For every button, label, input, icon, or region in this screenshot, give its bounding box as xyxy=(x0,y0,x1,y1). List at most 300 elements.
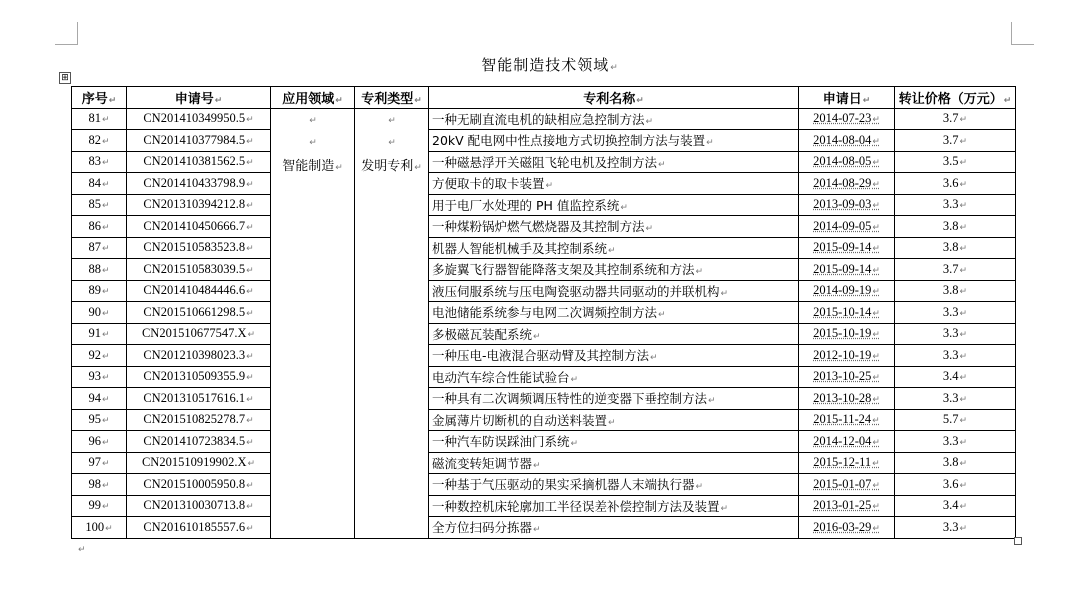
table-row xyxy=(72,302,1016,324)
cell-application-number xyxy=(127,366,271,388)
cell-patent-name-text: 一种压电-电液混合驱动臂及其控制方法 xyxy=(432,348,650,364)
cell-end-mark-icon: ↵ xyxy=(246,287,254,298)
header-filing-date xyxy=(799,87,895,109)
cell-end-mark-icon: ↵ xyxy=(959,287,968,298)
cell-end-mark-icon: ↵ xyxy=(959,480,968,491)
cell-filing-date-text: 2016-03-29 xyxy=(813,519,872,534)
cell-index-text: 98 xyxy=(88,476,101,491)
cell-index xyxy=(72,108,127,130)
cell-filing-date-text: 2014-08-04 xyxy=(813,132,872,147)
cell-patent-name xyxy=(429,517,799,539)
cell-application-number xyxy=(127,517,271,539)
cell-end-mark-icon: ↵ xyxy=(695,482,704,493)
cell-end-mark-icon: ↵ xyxy=(862,95,871,106)
header-label: 申请日 xyxy=(822,91,862,107)
paragraph-mark-icon: ↵ xyxy=(388,137,396,148)
cell-filing-date xyxy=(799,108,895,130)
cell-index xyxy=(72,431,127,453)
cell-application-number xyxy=(127,216,271,238)
table-row xyxy=(72,431,1016,453)
header-label: 专利名称 xyxy=(583,91,636,107)
cell-patent-name xyxy=(429,280,799,302)
cell-patent-name-text: 电池储能系统参与电网二次调频控制方法 xyxy=(432,305,658,321)
cell-end-mark-icon: ↵ xyxy=(959,201,968,212)
document-title xyxy=(0,54,1073,75)
cell-index-text: 100 xyxy=(85,519,105,534)
cell-price xyxy=(895,517,1016,539)
cell-application-number-text: CN201410349950.5 xyxy=(143,111,246,126)
cell-filing-date xyxy=(799,173,895,195)
cell-end-mark-icon: ↵ xyxy=(108,95,117,106)
header-label: 转让价格（万元） xyxy=(898,91,1003,107)
cell-price xyxy=(895,388,1016,410)
cell-filing-date xyxy=(799,151,895,173)
cell-index xyxy=(72,366,127,388)
table-row xyxy=(72,345,1016,367)
cell-patent-name-text: 一种基于气压驱动的果实采摘机器人末端执行器 xyxy=(432,477,695,493)
cell-price xyxy=(895,151,1016,173)
table-row xyxy=(72,280,1016,302)
cell-end-mark-icon: ↵ xyxy=(105,523,113,534)
cell-end-mark-icon: ↵ xyxy=(872,136,880,147)
cell-index-text: 90 xyxy=(88,304,101,319)
cell-end-mark-icon: ↵ xyxy=(872,222,880,233)
cell-price-text: 3.3 xyxy=(942,326,959,341)
cell-application-number-text: CN201310517616.1 xyxy=(143,390,246,405)
cell-index xyxy=(72,345,127,367)
cell-application-number xyxy=(127,108,271,130)
cell-filing-date xyxy=(799,216,895,238)
cell-patent-name xyxy=(429,366,799,388)
cell-end-mark-icon: ↵ xyxy=(246,351,254,362)
cell-end-mark-icon: ↵ xyxy=(570,439,579,450)
cell-price-text: 3.7 xyxy=(942,132,959,147)
cell-index xyxy=(72,237,127,259)
cell-filing-date-text: 2014-09-19 xyxy=(813,283,872,298)
table-row xyxy=(72,259,1016,281)
cell-end-mark-icon: ↵ xyxy=(872,330,880,341)
cell-end-mark-icon: ↵ xyxy=(246,179,254,190)
cell-end-mark-icon: ↵ xyxy=(335,95,343,106)
cell-index xyxy=(72,388,127,410)
table-row xyxy=(72,194,1016,216)
cell-end-mark-icon: ↵ xyxy=(872,351,880,362)
cell-patent-name-text: 一种汽车防误踩油门系统 xyxy=(432,434,570,450)
cell-end-mark-icon: ↵ xyxy=(959,158,968,169)
cell-end-mark-icon: ↵ xyxy=(246,158,254,169)
cell-end-mark-icon: ↵ xyxy=(872,373,880,384)
cell-patent-name-text: 一种具有二次调频调压特性的逆变器下垂控制方法 xyxy=(432,391,708,407)
cell-application-number-text: CN201410484446.6 xyxy=(143,283,246,298)
cell-index xyxy=(72,409,127,431)
cell-index xyxy=(72,280,127,302)
cell-filing-date-text: 2015-12-11 xyxy=(813,455,872,470)
cell-patent-name xyxy=(429,130,799,152)
paragraph-mark-icon: ↵ xyxy=(388,115,396,126)
cell-patent-name xyxy=(429,302,799,324)
cell-index-text: 95 xyxy=(88,412,101,427)
cell-end-mark-icon: ↵ xyxy=(636,95,644,106)
cell-filing-date-text: 2014-08-05 xyxy=(813,154,872,169)
cell-end-mark-icon: ↵ xyxy=(959,351,968,362)
cell-patent-name-text: 一种磁悬浮开关磁阻飞轮电机及控制方法 xyxy=(432,154,658,170)
cell-end-mark-icon: ↵ xyxy=(706,138,714,149)
cell-price xyxy=(895,323,1016,345)
cell-index-text: 93 xyxy=(88,369,101,384)
cell-filing-date-text: 2015-11-24 xyxy=(813,412,872,427)
cell-end-mark-icon: ↵ xyxy=(101,179,110,190)
cell-end-mark-icon: ↵ xyxy=(645,116,654,127)
cell-end-mark-icon: ↵ xyxy=(872,523,880,534)
cell-index xyxy=(72,474,127,496)
cell-index-text: 86 xyxy=(88,218,101,233)
cell-end-mark-icon: ↵ xyxy=(658,310,666,321)
cell-filing-date xyxy=(799,517,895,539)
cell-end-mark-icon: ↵ xyxy=(247,330,256,341)
cell-application-number-text: CN201510661298.5 xyxy=(143,304,246,319)
cell-end-mark-icon: ↵ xyxy=(214,95,223,106)
cell-application-number xyxy=(127,323,271,345)
cell-filing-date-text: 2012-10-19 xyxy=(813,347,872,362)
cell-end-mark-icon: ↵ xyxy=(959,437,968,448)
cell-application-number-text: CN201510919902.X xyxy=(141,455,247,470)
cell-end-mark-icon: ↵ xyxy=(246,115,254,126)
cell-filing-date-text: 2015-09-14 xyxy=(813,261,872,276)
cell-patent-name xyxy=(429,194,799,216)
cell-patent-name-text: 20kV 配电网中性点接地方式切换控制方法与装置 xyxy=(432,133,706,149)
table-row xyxy=(72,237,1016,259)
cell-filing-date xyxy=(799,452,895,474)
cell-filing-date-text: 2014-09-05 xyxy=(813,218,872,233)
cell-end-mark-icon: ↵ xyxy=(620,202,628,213)
cell-index xyxy=(72,302,127,324)
cell-end-mark-icon: ↵ xyxy=(247,459,256,470)
cell-end-mark-icon: ↵ xyxy=(335,162,343,173)
cell-price-text: 3.3 xyxy=(942,304,959,319)
cell-index xyxy=(72,130,127,152)
cell-end-mark-icon: ↵ xyxy=(658,159,666,170)
cell-index-text: 84 xyxy=(88,175,101,190)
cell-price xyxy=(895,108,1016,130)
cell-application-number-text: CN201210398023.3 xyxy=(143,347,246,362)
cell-price-text: 3.4 xyxy=(942,498,959,513)
cell-price xyxy=(895,366,1016,388)
cell-application-number xyxy=(127,194,271,216)
cell-end-mark-icon: ↵ xyxy=(246,222,254,233)
cell-application-number xyxy=(127,130,271,152)
cell-end-mark-icon: ↵ xyxy=(959,308,968,319)
cell-application-number xyxy=(127,388,271,410)
cell-end-mark-icon: ↵ xyxy=(101,351,110,362)
cell-end-mark-icon: ↵ xyxy=(101,373,110,384)
cell-index xyxy=(72,452,127,474)
cell-patent-name xyxy=(429,495,799,517)
cell-end-mark-icon: ↵ xyxy=(101,287,110,298)
cell-index xyxy=(72,323,127,345)
cell-patent-name-text: 一种无刷直流电机的缺相应急控制方法 xyxy=(432,111,645,127)
application-field-text xyxy=(274,155,351,174)
table-row xyxy=(72,366,1016,388)
cell-index-text: 96 xyxy=(88,433,101,448)
paragraph-mark-icon: ↵ xyxy=(78,545,86,555)
cell-patent-name xyxy=(429,259,799,281)
cell-end-mark-icon: ↵ xyxy=(246,201,254,212)
cell-patent-name-text: 机器人智能机械手及其控制系统 xyxy=(432,240,608,256)
cell-end-mark-icon: ↵ xyxy=(246,416,254,427)
cell-price xyxy=(895,409,1016,431)
cell-filing-date xyxy=(799,431,895,453)
cell-price xyxy=(895,474,1016,496)
cell-end-mark-icon: ↵ xyxy=(246,502,254,513)
cell-end-mark-icon: ↵ xyxy=(872,459,880,470)
cell-end-mark-icon: ↵ xyxy=(101,502,110,513)
cell-application-number-text: CN201410381562.5 xyxy=(143,154,246,169)
cell-end-mark-icon: ↵ xyxy=(246,437,254,448)
cell-application-number xyxy=(127,495,271,517)
cell-price xyxy=(895,452,1016,474)
table-row xyxy=(72,130,1016,152)
cell-end-mark-icon: ↵ xyxy=(101,416,110,427)
cell-end-mark-icon: ↵ xyxy=(872,158,880,169)
cell-application-number xyxy=(127,409,271,431)
cell-filing-date xyxy=(799,474,895,496)
cell-end-mark-icon: ↵ xyxy=(872,394,880,405)
cell-price-text: 3.8 xyxy=(942,218,959,233)
cell-end-mark-icon: ↵ xyxy=(246,394,254,405)
cell-patent-name xyxy=(429,388,799,410)
cell-filing-date-text: 2014-07-23 xyxy=(813,111,872,126)
cell-price-text: 3.8 xyxy=(942,455,959,470)
cell-end-mark-icon: ↵ xyxy=(101,480,110,491)
cell-patent-name xyxy=(429,431,799,453)
cell-end-mark-icon: ↵ xyxy=(246,373,254,384)
header-patent-name xyxy=(429,87,799,109)
cell-application-number xyxy=(127,474,271,496)
cell-patent-name xyxy=(429,237,799,259)
cell-end-mark-icon: ↵ xyxy=(959,394,968,405)
cell-patent-name-text: 用于电厂水处理的 PH 值监控系统 xyxy=(432,197,620,213)
cell-end-mark-icon: ↵ xyxy=(872,416,880,427)
cell-end-mark-icon: ↵ xyxy=(101,244,110,255)
crop-mark-top-right xyxy=(1011,22,1034,45)
cell-index xyxy=(72,259,127,281)
cell-end-mark-icon: ↵ xyxy=(959,523,968,534)
cell-application-number-text: CN201310030713.8 xyxy=(143,498,246,513)
cell-end-mark-icon: ↵ xyxy=(101,115,110,126)
cell-patent-type xyxy=(355,108,429,538)
cell-index-text: 88 xyxy=(88,261,101,276)
cell-end-mark-icon: ↵ xyxy=(533,331,541,342)
cell-end-mark-icon: ↵ xyxy=(533,460,541,471)
cell-price-text: 3.6 xyxy=(942,175,959,190)
cell-patent-name-text: 电动汽车综合性能试验台 xyxy=(432,369,570,385)
patent-table xyxy=(71,86,1016,539)
cell-end-mark-icon: ↵ xyxy=(959,179,968,190)
cell-filing-date-text: 2015-01-07 xyxy=(813,476,872,491)
cell-patent-name-text: 全方位扫码分拣器 xyxy=(432,520,533,536)
cell-end-mark-icon: ↵ xyxy=(872,179,880,190)
cell-index-text: 89 xyxy=(88,283,101,298)
cell-end-mark-icon: ↵ xyxy=(872,502,880,513)
table-row xyxy=(72,495,1016,517)
cell-patent-name-text: 一种数控机床轮廓加工半径误差补偿控制方法及装置 xyxy=(432,498,720,514)
cell-end-mark-icon: ↵ xyxy=(101,308,110,319)
cell-index-text: 97 xyxy=(88,455,101,470)
cell-end-mark-icon: ↵ xyxy=(246,136,254,147)
cell-end-mark-icon: ↵ xyxy=(246,308,254,319)
header-application-number xyxy=(127,87,271,109)
table-header-row xyxy=(72,87,1016,109)
table-row xyxy=(72,388,1016,410)
cell-filing-date-text: 2013-09-03 xyxy=(813,197,872,212)
cell-end-mark-icon: ↵ xyxy=(959,373,968,384)
cell-end-mark-icon: ↵ xyxy=(533,525,541,536)
cell-application-number-text: CN201310509355.9 xyxy=(143,369,246,384)
cell-filing-date xyxy=(799,302,895,324)
cell-price-text: 3.4 xyxy=(942,369,959,384)
cell-filing-date xyxy=(799,237,895,259)
table-move-handle-icon[interactable]: ⊞ xyxy=(59,72,71,84)
cell-end-mark-icon: ↵ xyxy=(645,224,654,235)
cell-filing-date xyxy=(799,409,895,431)
cell-application-number xyxy=(127,151,271,173)
cell-index xyxy=(72,517,127,539)
cell-price-text: 3.7 xyxy=(942,261,959,276)
cell-price-text: 3.3 xyxy=(942,433,959,448)
cell-end-mark-icon: ↵ xyxy=(872,201,880,212)
cell-application-number-text: CN201410450666.7 xyxy=(143,218,246,233)
title-text: 智能制造技术领域 xyxy=(481,56,610,74)
cell-price xyxy=(895,216,1016,238)
cell-end-mark-icon: ↵ xyxy=(608,245,616,256)
cell-filing-date-text: 2015-10-19 xyxy=(813,326,872,341)
cell-patent-name-text: 多极磁瓦装配系统 xyxy=(432,326,533,342)
cell-patent-name-text: 液压伺服系统与压电陶瓷驱动器共同驱动的并联机构 xyxy=(432,283,720,299)
cell-end-mark-icon: ↵ xyxy=(872,265,880,276)
cell-price-text: 3.3 xyxy=(942,390,959,405)
crop-mark-top-left xyxy=(55,22,78,45)
table-row xyxy=(72,323,1016,345)
table-row xyxy=(72,452,1016,474)
cell-filing-date xyxy=(799,388,895,410)
cell-index-text: 91 xyxy=(88,326,101,341)
cell-filing-date xyxy=(799,345,895,367)
header-patent-type xyxy=(355,87,429,109)
cell-patent-name-text: 磁流变转矩调节器 xyxy=(432,455,533,471)
cell-price-text: 3.6 xyxy=(942,476,959,491)
cell-end-mark-icon: ↵ xyxy=(650,353,658,364)
cell-patent-name xyxy=(429,151,799,173)
cell-end-mark-icon: ↵ xyxy=(708,396,716,407)
cell-end-mark-icon: ↵ xyxy=(608,417,616,428)
table-row xyxy=(72,216,1016,238)
cell-index-text: 92 xyxy=(88,347,101,362)
cell-filing-date xyxy=(799,130,895,152)
cell-price-text: 3.3 xyxy=(942,197,959,212)
cell-price-text: 3.3 xyxy=(942,347,959,362)
cell-application-field xyxy=(271,108,355,538)
cell-filing-date xyxy=(799,259,895,281)
cell-end-mark-icon: ↵ xyxy=(414,95,422,106)
cell-end-mark-icon: ↵ xyxy=(101,201,110,212)
cell-end-mark-icon: ↵ xyxy=(959,265,968,276)
cell-price-text: 3.8 xyxy=(942,283,959,298)
cell-application-number xyxy=(127,280,271,302)
table-resize-handle[interactable] xyxy=(1014,537,1022,545)
table-row xyxy=(72,108,1016,130)
cell-filing-date xyxy=(799,323,895,345)
cell-end-mark-icon: ↵ xyxy=(246,265,254,276)
cell-end-mark-icon: ↵ xyxy=(101,437,110,448)
cell-application-number-text: CN201510005950.8 xyxy=(143,476,246,491)
cell-application-number-text: CN201510677547.X xyxy=(141,326,247,341)
cell-price xyxy=(895,259,1016,281)
cell-end-mark-icon: ↵ xyxy=(101,265,110,276)
cell-index xyxy=(72,173,127,195)
merged-cell-text: 发明专利 xyxy=(361,158,414,174)
cell-end-mark-icon: ↵ xyxy=(872,287,880,298)
table-row xyxy=(72,474,1016,496)
cell-index-text: 82 xyxy=(88,132,101,147)
cell-application-number-text: CN201510825278.7 xyxy=(143,412,246,427)
cell-end-mark-icon: ↵ xyxy=(101,459,110,470)
cell-index-text: 94 xyxy=(88,390,101,405)
cell-filing-date-text: 2013-10-25 xyxy=(813,369,872,384)
cell-end-mark-icon: ↵ xyxy=(101,394,110,405)
cell-price xyxy=(895,302,1016,324)
cell-filing-date xyxy=(799,194,895,216)
header-field xyxy=(271,87,355,109)
cell-index xyxy=(72,495,127,517)
header-label: 申请号 xyxy=(174,91,214,107)
cell-application-number-text: CN201610185557.6 xyxy=(143,519,246,534)
cell-price-text: 3.5 xyxy=(942,154,959,169)
cell-end-mark-icon: ↵ xyxy=(959,115,968,126)
cell-application-number xyxy=(127,452,271,474)
cell-end-mark-icon: ↵ xyxy=(959,136,968,147)
header-label: 应用领域 xyxy=(282,91,335,107)
cell-index xyxy=(72,216,127,238)
cell-end-mark-icon: ↵ xyxy=(101,330,110,341)
cell-end-mark-icon: ↵ xyxy=(246,480,254,491)
cell-application-number xyxy=(127,259,271,281)
cell-price xyxy=(895,345,1016,367)
cell-patent-name xyxy=(429,345,799,367)
cell-application-number-text: CN201410723834.5 xyxy=(143,433,246,448)
cell-patent-name xyxy=(429,173,799,195)
cell-index-text: 81 xyxy=(88,111,101,126)
patent-type-text xyxy=(358,155,425,174)
cell-end-mark-icon: ↵ xyxy=(872,437,880,448)
cell-index xyxy=(72,151,127,173)
cell-end-mark-icon: ↵ xyxy=(959,459,968,470)
cell-end-mark-icon: ↵ xyxy=(959,416,968,427)
cell-index xyxy=(72,194,127,216)
cell-application-number-text: CN201310394212.8 xyxy=(143,197,246,212)
cell-end-mark-icon: ↵ xyxy=(872,115,880,126)
cell-patent-name-text: 一种煤粉锅炉燃气燃烧器及其控制方法 xyxy=(432,219,645,235)
paragraph-mark-icon: ↵ xyxy=(309,115,317,126)
cell-patent-name xyxy=(429,323,799,345)
cell-patent-name xyxy=(429,474,799,496)
table-row xyxy=(72,151,1016,173)
table-row xyxy=(72,173,1016,195)
cell-filing-date-text: 2013-10-28 xyxy=(813,390,872,405)
cell-filing-date xyxy=(799,366,895,388)
cell-price-text: 3.8 xyxy=(942,240,959,255)
cell-price xyxy=(895,431,1016,453)
cell-end-mark-icon: ↵ xyxy=(246,244,254,255)
